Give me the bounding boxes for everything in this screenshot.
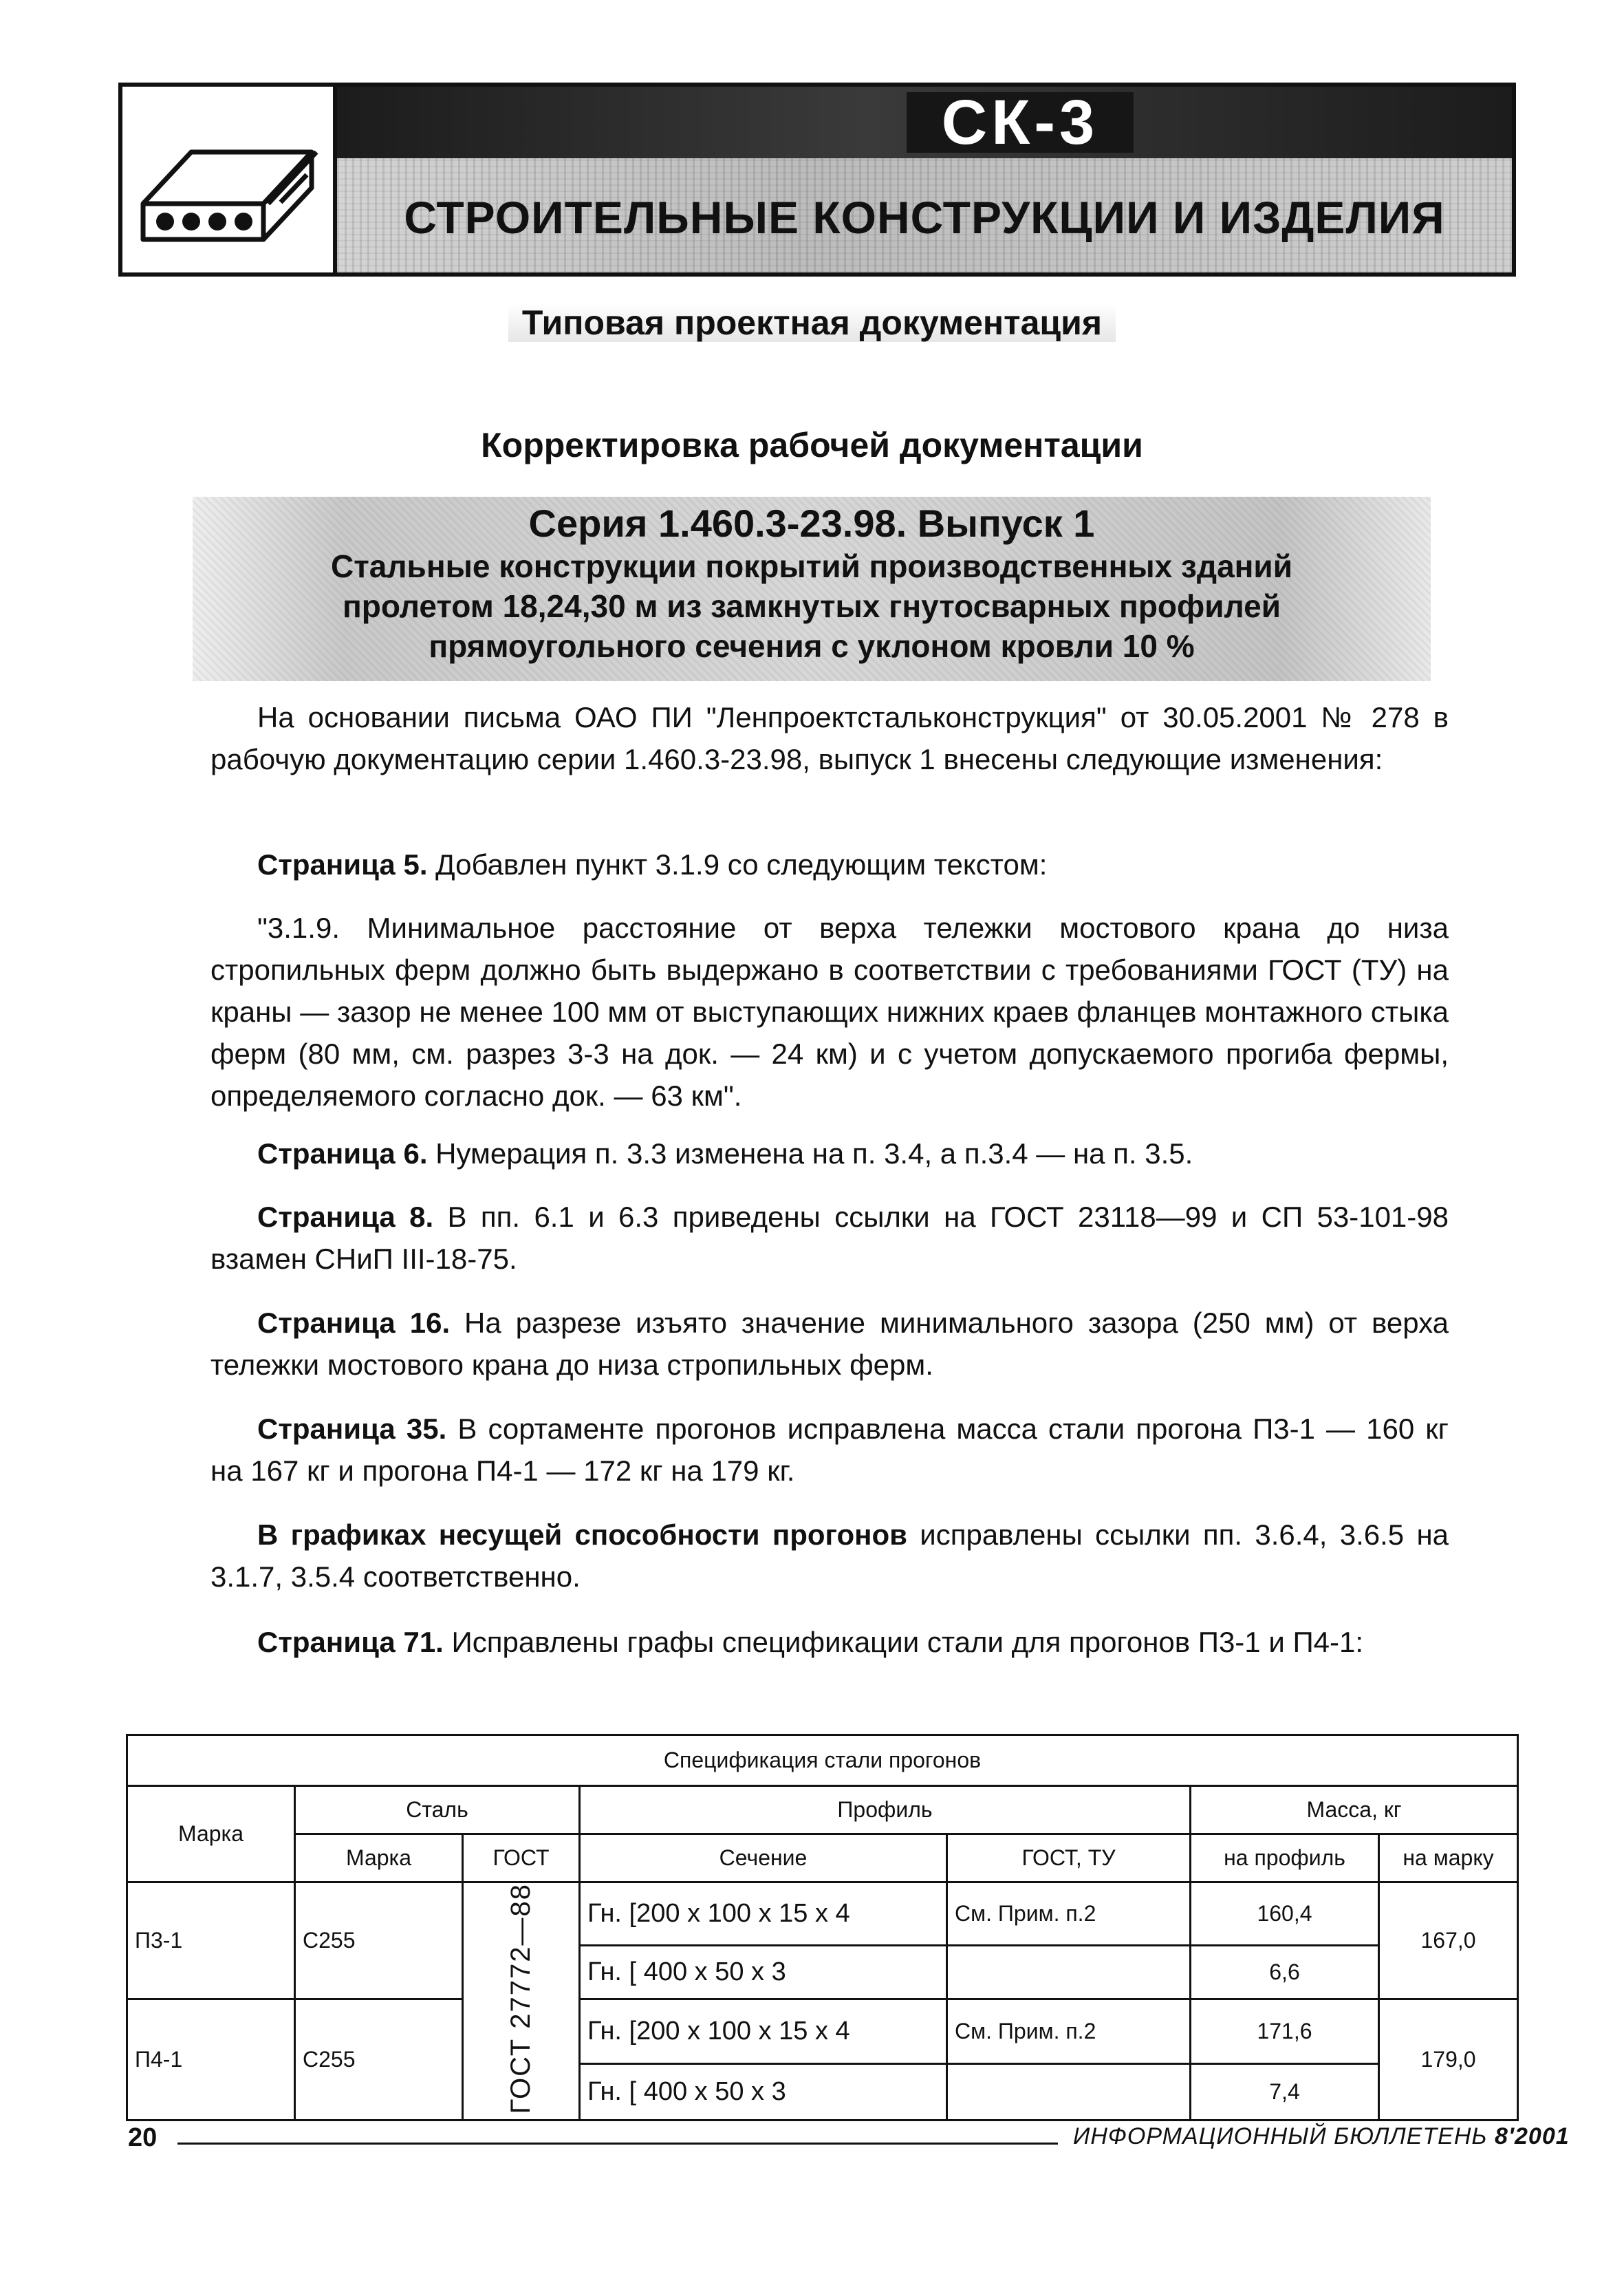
profile-gost-tu: См. Прим. п.2 — [947, 1882, 1191, 1946]
page-number: 20 — [128, 2123, 158, 2152]
series-line-1: Стальные конструкции покрытий производственных зданий — [331, 548, 1292, 584]
doc-title: Корректировка рабочей документации — [481, 426, 1143, 464]
table-title: Спецификация стали прогонов — [127, 1735, 1518, 1786]
change-text: Исправлены графы спецификации стали для прогонов П3-1 и П4-1: — [443, 1626, 1364, 1658]
table-title-row — [127, 1735, 1518, 1786]
profile-section: Гн. [200 х 100 х 15 х 4 — [580, 1999, 947, 2064]
row-steel: С255 — [295, 1882, 463, 1999]
banner-subtitle: СТРОИТЕЛЬНЫЕ КОНСТРУКЦИИ И ИЗДЕЛИЯ — [404, 192, 1445, 243]
profile-section: Гн. [200 х 100 х 15 х 4 — [580, 1882, 947, 1946]
footer-rule — [177, 2143, 1058, 2145]
profile-dims: 400 х 50 х 3 — [643, 2077, 786, 2107]
change-page-5 — [210, 844, 1449, 885]
profile-mass: 160,4 — [1191, 1882, 1379, 1946]
footer-bulletin — [1073, 2123, 1570, 2150]
table-row — [127, 1882, 1518, 1946]
series-box — [193, 497, 1431, 681]
change-page-71 — [210, 1621, 1449, 1663]
profile-prefix: Гн. — [587, 2077, 622, 2107]
change-text: В пп. 6.1 и 6.3 приведены ссылки на ГОСТ 23118—99 и СП 53-101-98 взамен СНиП III-18-75. — [210, 1201, 1449, 1275]
bulletin-name: ИНФОРМАЦИОННЫЙ БЮЛЛЕТЕНЬ — [1073, 2123, 1488, 2149]
profile-prefix: Гн. — [587, 2017, 622, 2046]
sub-per-profile-header: на профиль — [1191, 1834, 1379, 1882]
change-label: Страница 8. — [257, 1201, 434, 1233]
steel-group-header: Сталь — [295, 1786, 580, 1834]
mark-mass: 167,0 — [1379, 1882, 1518, 1999]
profile-prefix: Гн. — [587, 1957, 622, 1986]
sub-section-header: Сечение — [580, 1834, 947, 1882]
profile-section: Гн. [ 400 х 50 х 3 — [580, 2064, 947, 2121]
change-label: Страница 5. — [257, 848, 428, 881]
profile-mass: 6,6 — [1191, 1946, 1379, 1999]
change-label: Страница 6. — [257, 1137, 428, 1170]
sub-gost-header: ГОСТ — [463, 1834, 580, 1882]
sub-gost-tu-header: ГОСТ, ТУ — [947, 1834, 1191, 1882]
series-heading: Серия 1.460.3-23.98. Выпуск 1 — [528, 502, 1095, 545]
gost-vertical-cell — [463, 1882, 580, 2121]
change-page-35 — [210, 1408, 1449, 1492]
profile-dims: 400 х 50 х 3 — [643, 1957, 786, 1986]
change-page-8 — [210, 1196, 1449, 1280]
change-label: Страница 35. — [257, 1413, 447, 1445]
bulletin-issue: 8'2001 — [1495, 2123, 1570, 2149]
change-page-6 — [210, 1132, 1449, 1174]
series-line-2: пролетом 18,24,30 м из замкнутых гнутосварных профилей — [342, 588, 1281, 624]
mark-mass: 179,0 — [1379, 1999, 1518, 2121]
change-text: Добавлен пункт 3.1.9 со следующим текстом: — [427, 848, 1048, 881]
change-label: Страница 16. — [257, 1307, 451, 1339]
change-graphs — [210, 1514, 1449, 1598]
change-label: В графиках несущей способности прогонов — [257, 1518, 907, 1551]
logo — [122, 87, 337, 272]
series-line-3: прямоугольного сечения с уклоном кровли 10 % — [429, 628, 1195, 664]
intro-paragraph: На основании письма ОАО ПИ "Ленпроектстальконструкция" от 30.05.2001 № 278 в рабочую документацию серии 1.460.3-23.98, выпуск 1 внесены следующие изменения: — [210, 701, 1449, 775]
profile-gost-tu: См. Прим. п.2 — [947, 1999, 1191, 2064]
mass-group-header: Масса, кг — [1191, 1786, 1518, 1834]
header-banner — [118, 83, 1516, 277]
profile-gost-tu — [947, 2064, 1191, 2121]
change-page-16 — [210, 1302, 1449, 1386]
profile-prefix: Гн. — [587, 1899, 622, 1928]
gost-vertical-text: ГОСТ 27772—88 — [506, 1883, 536, 2114]
row-mark: П4-1 — [127, 1999, 295, 2121]
series-code: СК-3 — [941, 87, 1099, 158]
quoted-clause-text: "3.1.9. Минимальное расстояние от верха тележки мостового крана до низа стропильных ферм должно быть выдержано в соответствии с требованиями ГОСТ (ТУ) на краны — зазор не менее 100 мм от выступающих нижних краев фланцев монтажного стыка ферм (80 мм, см. разрез 3-3 на док. — 24 км) и с учетом допускаемого прогиба фермы, определяемого согласно док. — 63 км". — [210, 912, 1449, 1112]
change-label: Страница 71. — [257, 1626, 444, 1658]
hollow-core-slab-icon — [122, 87, 333, 272]
change-text: На разрезе изъято значение минимального зазора (250 мм) от верха тележки мостового крана до низа стропильных ферм. — [210, 1307, 1449, 1381]
profile-section: Гн. [ 400 х 50 х 3 — [580, 1946, 947, 1999]
table-row — [127, 1999, 1518, 2064]
col-mark-header: Марка — [127, 1786, 295, 1882]
section-title — [0, 303, 1624, 343]
table-group-header-row — [127, 1786, 1518, 1834]
table-sub-header-row — [127, 1834, 1518, 1882]
row-steel: С255 — [295, 1999, 463, 2121]
sub-mark-header: Марка — [295, 1834, 463, 1882]
change-text: В сортаменте прогонов исправлена масса стали прогона П3-1 — 160 кг на 167 кг и прогона П4-1 — 172 кг на 179 кг. — [210, 1413, 1449, 1487]
profile-dims: 200 х 100 х 15 х 4 — [636, 2017, 850, 2046]
change-text: исправлены ссылки пп. 3.6.4, 3.6.5 на 3.1.7, 3.5.4 соответственно. — [210, 1518, 1449, 1593]
section-title-text: Типовая проектная документация — [508, 303, 1116, 342]
quoted-clause — [210, 907, 1449, 1117]
profile-mass: 171,6 — [1191, 1999, 1379, 2064]
profile-dims: 200 х 100 х 15 х 4 — [636, 1899, 850, 1928]
profile-gost-tu — [947, 1946, 1191, 1999]
profile-group-header: Профиль — [580, 1786, 1191, 1834]
change-text: Нумерация п. 3.3 изменена на п. 3.4, а п.3.4 — на п. 3.5. — [427, 1137, 1193, 1170]
sub-per-mark-header: на марку — [1379, 1834, 1518, 1882]
profile-mass: 7,4 — [1191, 2064, 1379, 2121]
banner-background — [337, 87, 1512, 272]
steel-spec-table — [126, 1734, 1519, 2121]
row-mark: П3-1 — [127, 1882, 295, 1999]
